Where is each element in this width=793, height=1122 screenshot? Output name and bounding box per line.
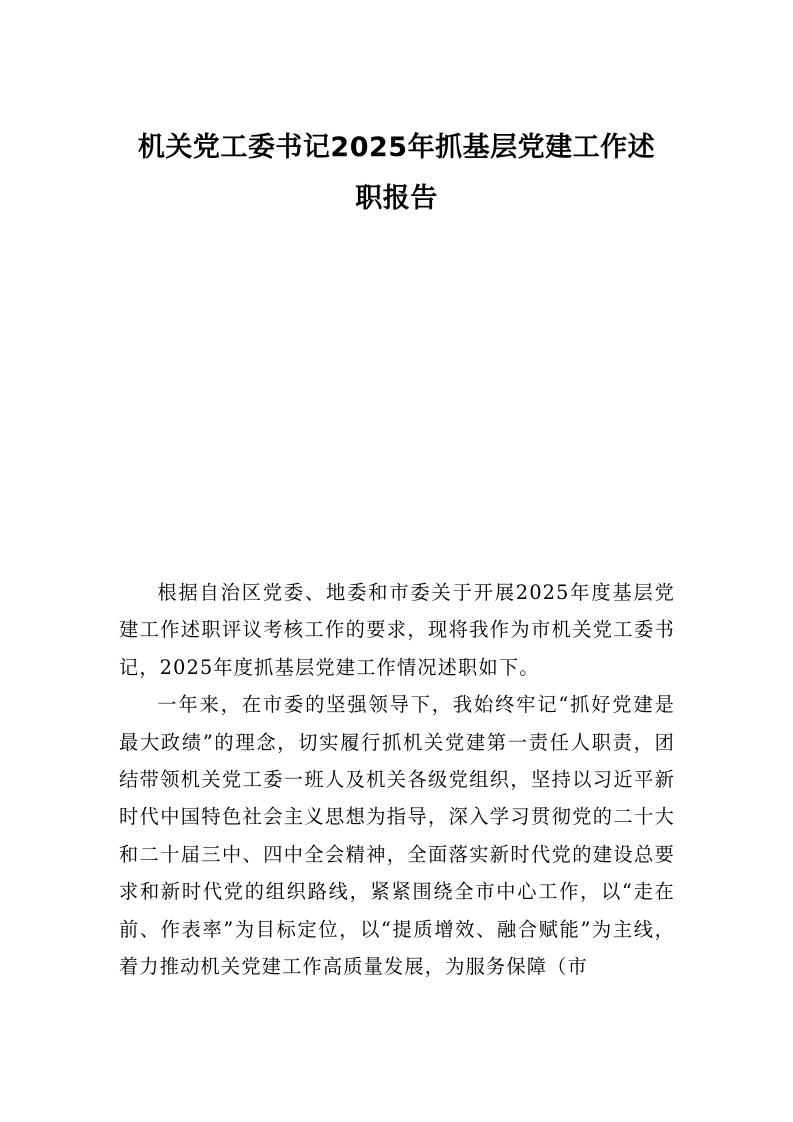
- document-title: [100, 122, 693, 224]
- document-body: [119, 574, 675, 985]
- title-line-1: 机关党工委书记2025年抓基层党建工作述: [137, 132, 656, 163]
- paragraph-1: 根据自治区党委、地委和市委关于开展2025年度基层党建工作述职评议考核工作的要求，现将我作为市机关党工委书记，2025年度抓基层党建工作情况述职如下。: [119, 581, 675, 679]
- paragraph-2: 一年来，在市委的坚强领导下，我始终牢记“抓好党建是最大政绩”的理念，切实履行抓机关党建第一责任人职责，团结带领机关党工委一班人及机关各级党组织，坚持以习近平新时代中国特色社会主义思想为指导，深入学习贯彻党的二十大和二十届三中、四中全会精神，全面落实新时代党的建设总要求和新时代党的组织路线，紧紧围绕全市中心工作，以“走在前、作表率”为目标定位，以“提质增效、融合赋能”为主线，着力推动机关党建工作高质量发展，为服务保障（市: [119, 693, 675, 979]
- title-line-2: 职报告: [355, 183, 438, 214]
